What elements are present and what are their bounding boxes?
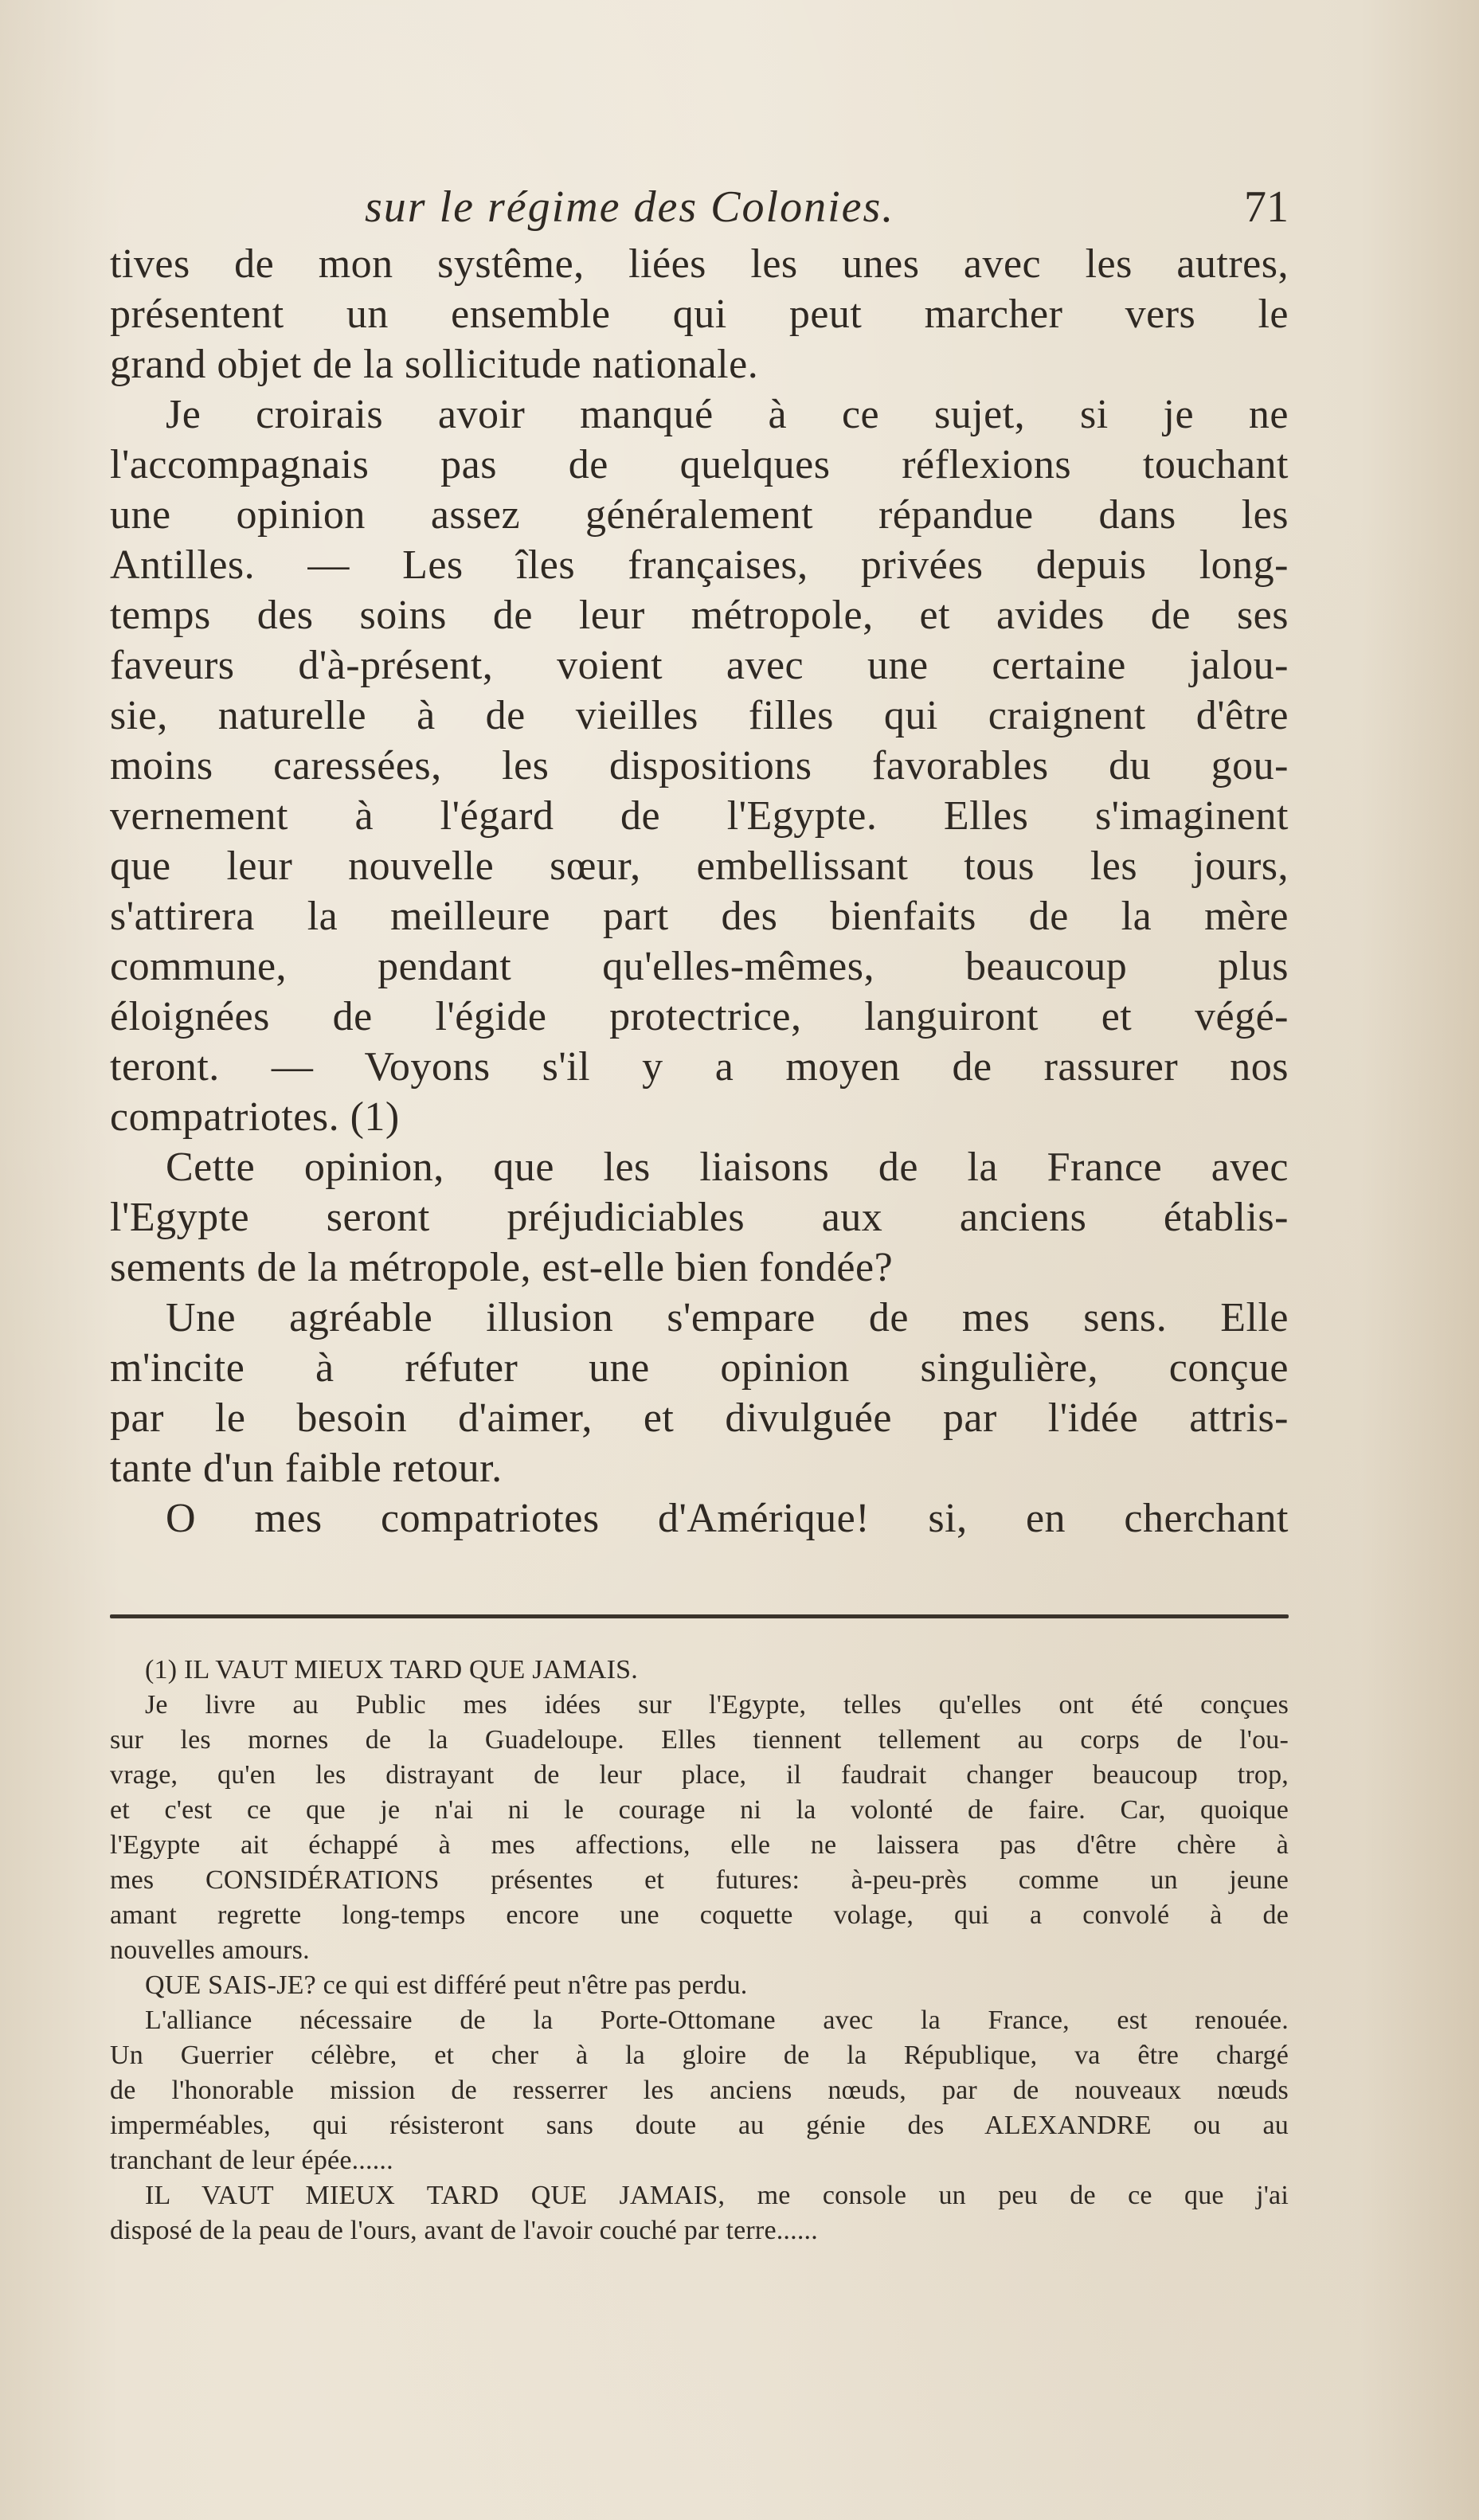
footnote-line: imperméables, qui résisteront sans doute au génie des ALEXANDRE ou au — [110, 2111, 1289, 2140]
page-number: 71 — [1244, 182, 1289, 232]
text-line: sements de la métropole, est-elle bien fondée? — [110, 1245, 894, 1290]
text-line: éloignées de l'égide protectrice, languiront et végé- — [110, 994, 1289, 1039]
text-line: m'incite à réfuter une opinion singulière, conçue — [110, 1345, 1289, 1391]
footnote-line: de l'honorable mission de resserrer les anciens nœuds, par de nouveaux nœuds — [110, 2076, 1289, 2105]
running-head — [110, 182, 1289, 237]
footnote-line: (1) IL VAUT MIEUX TARD QUE JAMAIS. — [145, 1655, 638, 1685]
text-line: Cette opinion, que les liaisons de la France avec — [166, 1145, 1289, 1190]
footnote-line: nouvelles amours. — [110, 1935, 310, 1965]
footnote-line: amant regrette long-temps encore une coquette volage, qui a convolé à de — [110, 1900, 1289, 1930]
text-line: s'attirera la meilleure part des bienfaits de la mère — [110, 894, 1289, 939]
text-line: tives de mon systême, liées les unes avec les autres, — [110, 241, 1289, 287]
text-line: Une agréable illusion s'empare de mes sens. Elle — [166, 1295, 1289, 1340]
footnote-line: et c'est ce que je n'ai ni le courage ni la volonté de faire. Car, quoique — [110, 1795, 1289, 1825]
text-line: Antilles. — Les îles françaises, privées depuis long- — [110, 542, 1289, 588]
footnote-line: QUE SAIS-JE? ce qui est différé peut n'être pas perdu. — [145, 1970, 748, 2000]
text-line: commune, pendant qu'elles-mêmes, beaucoup plus — [110, 944, 1289, 989]
text-line: que leur nouvelle sœur, embellissant tous les jours, — [110, 843, 1289, 889]
text-line: O mes compatriotes d'Amérique! si, en cherchant — [166, 1496, 1289, 1541]
text-line: grand objet de la sollicitude nationale. — [110, 342, 759, 387]
text-line: présentent un ensemble qui peut marcher vers le — [110, 292, 1289, 337]
footnote-line: vrage, qu'en les distrayant de leur place, il faudrait changer beaucoup trop, — [110, 1760, 1289, 1790]
text-line: teront. — Voyons s'il y a moyen de rassurer nos — [110, 1044, 1289, 1090]
footnote-line: L'alliance nécessaire de la Porte-Ottomane avec la France, est renouée. — [145, 2005, 1289, 2035]
running-title: sur le régime des Colonies. — [365, 182, 895, 232]
footnote-line: sur les mornes de la Guadeloupe. Elles tiennent tellement au corps de l'ou- — [110, 1725, 1289, 1755]
text-line: compatriotes. (1) — [110, 1094, 400, 1140]
footnote-divider — [110, 1614, 1289, 1618]
text-line: une opinion assez généralement répandue dans les — [110, 492, 1289, 538]
text-line: l'Egypte seront préjudiciables aux anciens établis- — [110, 1195, 1289, 1240]
text-line: moins caressées, les dispositions favorables du gou- — [110, 743, 1289, 788]
text-line: sie, naturelle à de vieilles filles qui craignent d'être — [110, 693, 1289, 738]
main-text — [110, 239, 1289, 1544]
footnote-line: l'Egypte ait échappé à mes affections, elle ne laissera pas d'être chère à — [110, 1830, 1289, 1860]
text-line: par le besoin d'aimer, et divulguée par l'idée attris- — [110, 1395, 1289, 1441]
footnote-line: tranchant de leur épée...... — [110, 2146, 393, 2175]
text-line: Je croirais avoir manqué à ce sujet, si je ne — [166, 392, 1289, 437]
footnote-line: Un Guerrier célèbre, et cher à la gloire de la République, va être chargé — [110, 2041, 1289, 2070]
text-line: temps des soins de leur métropole, et avides de ses — [110, 593, 1289, 638]
footnote-line: mes CONSIDÉRATIONS présentes et futures: à-peu-près comme un jeune — [110, 1865, 1289, 1895]
footnote-line: disposé de la peau de l'ours, avant de l'avoir couché par terre...... — [110, 2216, 818, 2245]
footnote-line: IL VAUT MIEUX TARD QUE JAMAIS, me console un peu de ce que j'ai — [145, 2181, 1289, 2210]
text-line: faveurs d'à-présent, voient avec une certaine jalou- — [110, 643, 1289, 688]
footnote — [110, 1653, 1289, 2248]
text-line: vernement à l'égard de l'Egypte. Elles s'imaginent — [110, 793, 1289, 839]
text-line: l'accompagnais pas de quelques réflexions touchant — [110, 442, 1289, 487]
footnote-line: Je livre au Public mes idées sur l'Egypte, telles qu'elles ont été conçues — [145, 1690, 1289, 1720]
text-line: tante d'un faible retour. — [110, 1446, 503, 1491]
